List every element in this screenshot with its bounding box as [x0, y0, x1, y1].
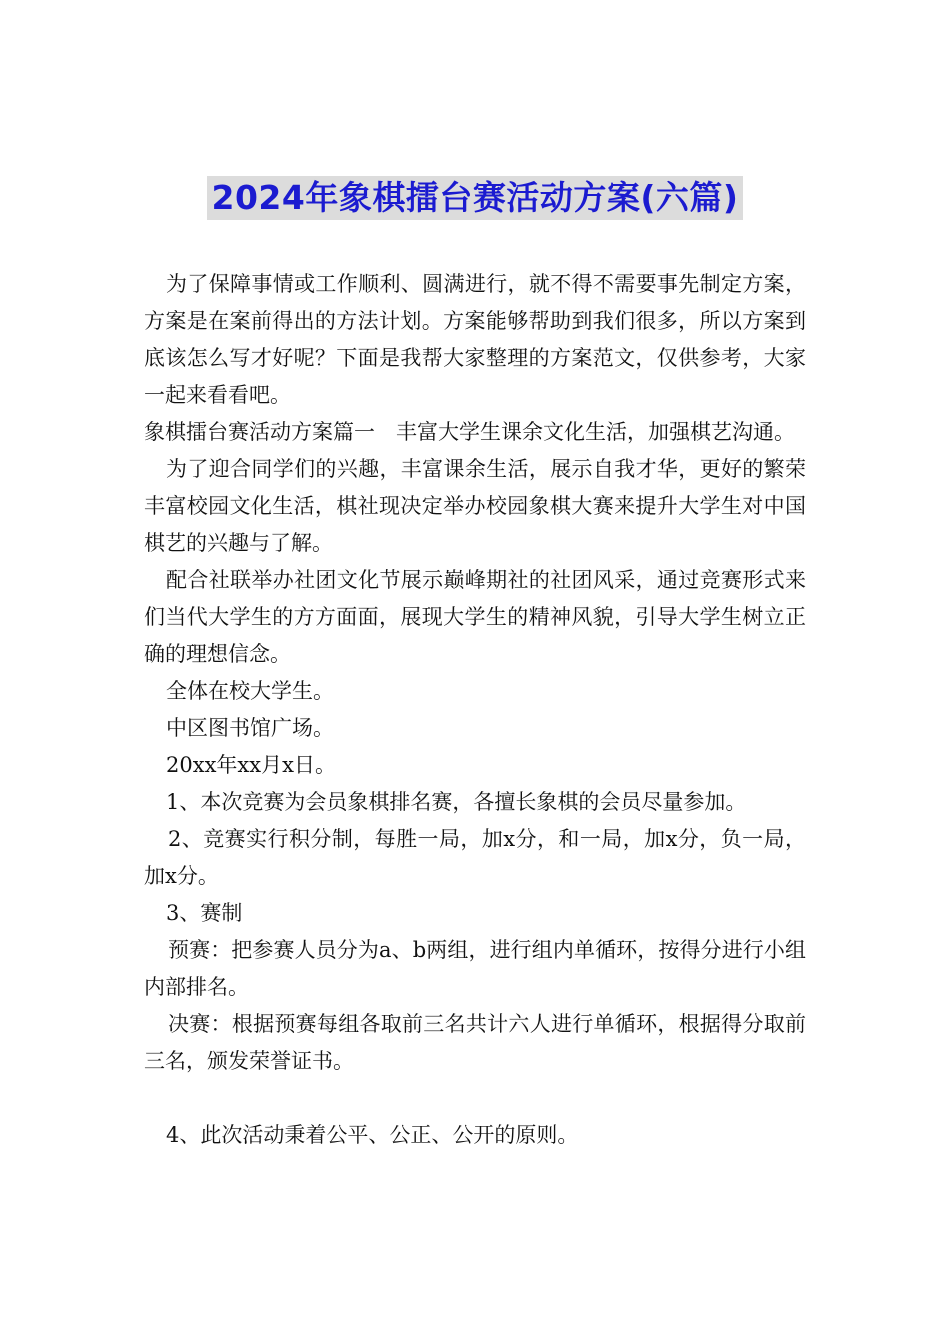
- section-heading-paragraph: 象棋擂台赛活动方案篇一 丰富大学生课余文化生活，加强棋艺沟通。: [144, 420, 795, 444]
- rule-item-1: 1、本次竞赛为会员象棋排名赛，各擅长象棋的会员尽量参加。: [166, 790, 747, 814]
- date-paragraph: 20xx年xx月x日。: [166, 753, 336, 777]
- rule-item-2: 2、竞赛实行积分制，每胜一局，加x分，和一局，加x分，负一局，加x分。: [144, 827, 806, 888]
- participants-paragraph: 全体在校大学生。: [166, 679, 334, 703]
- meaning-paragraph: 配合社联举办社团文化节展示巅峰期社的社团风采，通过竞赛形式来们当代大学生的方方面面，展现大学生的精神风貌，引导大学生树立正确的理想信念。: [144, 568, 806, 666]
- purpose-paragraph: 为了迎合同学们的兴趣，丰富课余生活，展示自我才华，更好的繁荣丰富校园文化生活，棋社现决定举办校园象棋大赛来提升大学生对中国棋艺的兴趣与了解。: [144, 457, 806, 555]
- location-paragraph: 中区图书馆广场。: [166, 716, 334, 740]
- rule-item-4: 4、此次活动秉着公平、公正、公开的原则。: [166, 1123, 579, 1147]
- title-container: [0, 176, 950, 220]
- preliminary-paragraph: 预赛：把参赛人员分为a、b两组，进行组内单循环，按得分进行小组内部排名。: [144, 938, 806, 999]
- document-body: [144, 266, 806, 1154]
- document-title: 2024年象棋擂台赛活动方案(六篇): [207, 176, 742, 220]
- final-paragraph: 决赛：根据预赛每组各取前三名共计六人进行单循环，根据得分取前三名，颁发荣誉证书。: [144, 1012, 806, 1073]
- intro-paragraph: 为了保障事情或工作顺利、圆满进行，就不得不需要事先制定方案，方案是在案前得出的方法计划。方案能够帮助到我们很多，所以方案到底该怎么写才好呢？下面是我帮大家整理的方案范文，仅供参考，大家一起来看看吧。: [144, 272, 806, 407]
- rule-item-3: 3、赛制: [166, 901, 243, 925]
- paragraph-spacer: [144, 1080, 806, 1117]
